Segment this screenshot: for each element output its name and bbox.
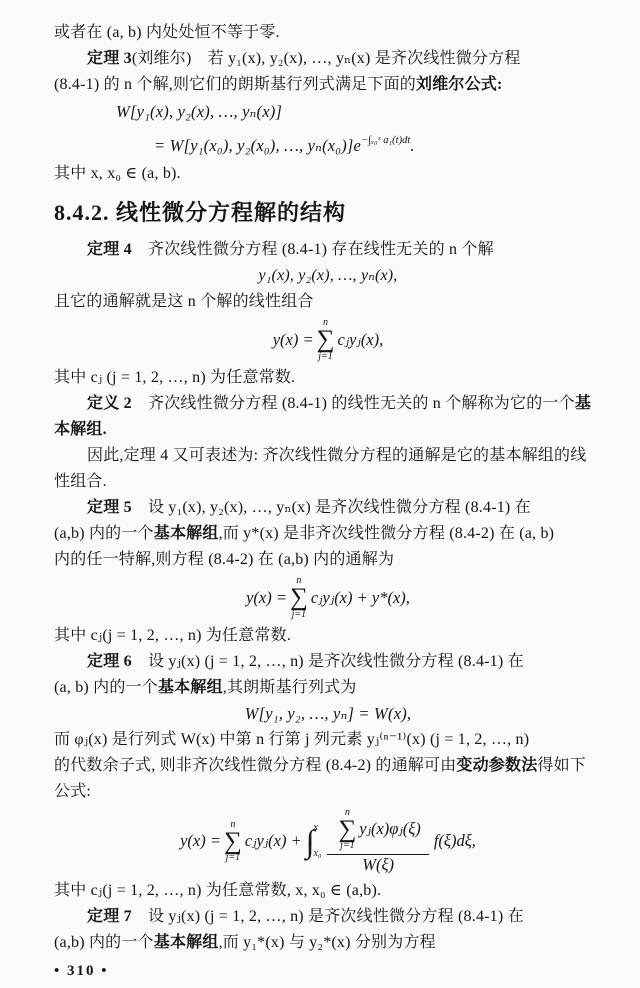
integral-limits (314, 823, 322, 859)
theorem-7-line-2 (54, 930, 602, 956)
sum-lower-limit: j=1 (291, 608, 307, 620)
integral-upper-limit: x (313, 822, 318, 834)
liouville-formula-exponent: −∫ₓ₀ˣ a₁(t)dt (361, 135, 411, 146)
variation-of-parameters-formula (54, 808, 602, 876)
fraction (327, 808, 428, 876)
formula-tail: f(ξ)dξ, (433, 831, 476, 851)
definition-2-bold-1: 基 (574, 394, 592, 412)
theorem-6-line-3: 而 φⱼ(x) 是行列式 W(x) 中第 n 行第 j 列元素 yⱼ⁽ⁿ⁻¹⁾(x) (j = 1, 2, …, n) (54, 730, 530, 748)
sum-lower-limit: j=1 (318, 350, 333, 362)
theorem-3-label: 定理 3 (87, 50, 132, 67)
wronskian-formula: W[y₁, y₂, …, yₙ] = W(x), (244, 703, 412, 723)
fundamental-set-label-6: 基本解组 (157, 678, 223, 696)
theorem-4-solutions: y₁(x), y₂(x), …, yₙ(x), (258, 267, 398, 284)
theorem-3-text-1: (刘维尔) 若 y₁(x), y₂(x), …, yₙ(x) 是齐次线性微分方程 (131, 50, 521, 67)
theorem-3-line-2 (54, 72, 602, 98)
sum-symbol (317, 318, 335, 362)
theorem-6-text-4c: 得如下 (537, 756, 587, 774)
theorem-7-text-1: 设 yⱼ(x) (j = 1, 2, …, n) 是齐次线性微分方程 (8.4-1) 在 (131, 908, 524, 926)
page-number: • 310 • (54, 963, 109, 980)
theorem-6-text-2c: ,其朗斯基行列式为 (222, 678, 357, 696)
theorem-6-note: 其中 cⱼ(j = 1, 2, …, n) 为任意常数, x, x₀ ∈ (a,b). (54, 882, 382, 900)
definition-2-line-1 (54, 391, 602, 417)
sigma-icon: ∑ (338, 815, 357, 843)
sigma-icon: ∑ (316, 326, 335, 353)
sum-symbol (224, 820, 242, 864)
theorem-3-note: 其中 x, x₀ ∈ (a, b). (54, 165, 181, 182)
sum-upper-limit: n (344, 806, 350, 818)
fundamental-set-label-7: 基本解组 (153, 934, 219, 952)
variation-of-parameters-label: 变动参数法 (456, 756, 538, 774)
theorem-3-line-1 (54, 46, 602, 72)
remark-line-2: 性组合. (54, 472, 107, 490)
liouville-formula-label: 刘维尔公式: (416, 76, 503, 93)
liouville-formula-base: = W[y₁(x₀), y₂(x₀), …, yₙ(x₀)]e (154, 136, 362, 155)
theorem-5-text-1: 设 y₁(x), y₂(x), …, yₙ(x) 是齐次线性微分方程 (8.4-1) 在 (131, 498, 531, 516)
intro-line: 或者在 (a, b) 内处处恒不等于零. (54, 24, 280, 41)
integral-lower-limit: x₀ (313, 848, 322, 860)
definition-2-bold-2: 本解组. (54, 420, 107, 438)
sum-lower-limit: j=1 (225, 852, 241, 864)
theorem-5-line-3: 内的任一特解,则方程 (8.4-2) 在 (a,b) 内的通解为 (54, 550, 395, 568)
theorem-5-text-2c: ,而 y*(x) 是非齐次线性微分方程 (8.4-2) 在 (a, b) (218, 524, 555, 542)
general-solution-formula (54, 318, 602, 362)
theorem-6-line-2 (54, 675, 602, 701)
sum-symbol (290, 576, 308, 620)
definition-2-label: 定义 2 (87, 394, 132, 412)
definition-2-line-2 (54, 417, 602, 443)
theorem-4-note: 其中 cⱼ (j = 1, 2, …, n) 为任意常数. (54, 368, 296, 386)
integral-symbol (306, 823, 322, 859)
sum-upper-limit: n (296, 574, 302, 586)
theorem-6-line-4 (54, 753, 602, 779)
nonhomogeneous-solution-formula (54, 576, 602, 620)
formula-lhs: y(x) = (180, 831, 221, 851)
theorem-4-label: 定理 4 (87, 241, 132, 258)
theorem-6-text-2a: (a, b) 内的一个 (54, 678, 158, 696)
formula-lhs: y(x) = (246, 587, 287, 607)
remark-line-1: 因此,定理 4 又可表述为: 齐次线性微分方程的通解是它的基本解组的线 (87, 446, 587, 464)
fundamental-set-label-5: 基本解组 (153, 524, 219, 542)
theorem-7-text-2a: (a,b) 内的一个 (54, 934, 154, 952)
theorem-7-label: 定理 7 (87, 908, 132, 926)
formula-lhs: y(x) = (272, 329, 314, 349)
liouville-formula-period: . (410, 136, 415, 155)
theorem-5-line-1 (54, 495, 602, 521)
theorem-6-text-4a: 的代数余子式, 则非齐次线性微分方程 (8.4-2) 的通解可由 (54, 756, 457, 774)
integral-icon: ∫ (305, 823, 315, 860)
theorem-6-label: 定理 6 (87, 652, 132, 670)
theorem-5-note: 其中 cⱼ(j = 1, 2, …, n) 为任意常数. (54, 626, 292, 644)
sum-lower-limit: j=1 (340, 840, 355, 852)
sum-upper-limit: n (323, 317, 329, 328)
theorem-6-line-1 (54, 649, 602, 675)
theorem-3-text-2: (8.4-1) 的 n 个解,则它们的朗斯基行列式满足下面的 (54, 76, 416, 93)
theorem-7-text-2c: ,而 y₁*(x) 与 y₂*(x) 分别为方程 (218, 934, 436, 952)
theorem-6-text-1: 设 yⱼ(x) (j = 1, 2, …, n) 是齐次线性微分方程 (8.4-1) 在 (131, 652, 524, 670)
liouville-formula-line-1: W[y₁(x), y₂(x), …, yₙ(x)] (116, 102, 283, 121)
theorem-4-text-1: 齐次线性微分方程 (8.4-1) 存在线性无关的 n 个解 (131, 241, 494, 258)
formula-rhs: cⱼyⱼ(x), (337, 329, 384, 349)
liouville-formula-line-2 (54, 125, 602, 161)
sigma-icon: ∑ (290, 583, 308, 611)
theorem-5-label: 定理 5 (87, 498, 132, 516)
theorem-7-line-1 (54, 904, 602, 930)
formula-rhs: cⱼyⱼ(x) + y*(x), (310, 587, 410, 607)
theorem-6-line-5: 公式: (54, 782, 92, 800)
fraction-numerator (327, 808, 428, 856)
theorem-5-text-2a: (a,b) 内的一个 (54, 524, 154, 542)
theorem-5-line-2 (54, 521, 602, 547)
sum-symbol (338, 808, 356, 852)
numerator-terms: yⱼ(x)φⱼ(ξ) (359, 819, 421, 839)
fraction-denominator: W(ξ) (362, 855, 395, 875)
section-heading: 8.4.2. 线性微分方程解的结构 (54, 200, 347, 225)
sigma-icon: ∑ (223, 827, 242, 855)
definition-2-text-1: 齐次线性微分方程 (8.4-1) 的线性无关的 n 个解称为它的一个 (131, 394, 575, 412)
theorem-4-line-2: 且它的通解就是这 n 个解的线性组合 (54, 293, 314, 310)
sum-upper-limit: n (230, 818, 236, 830)
formula-mid: cⱼyⱼ(x) + (244, 831, 302, 851)
theorem-4-line-1 (54, 237, 602, 263)
